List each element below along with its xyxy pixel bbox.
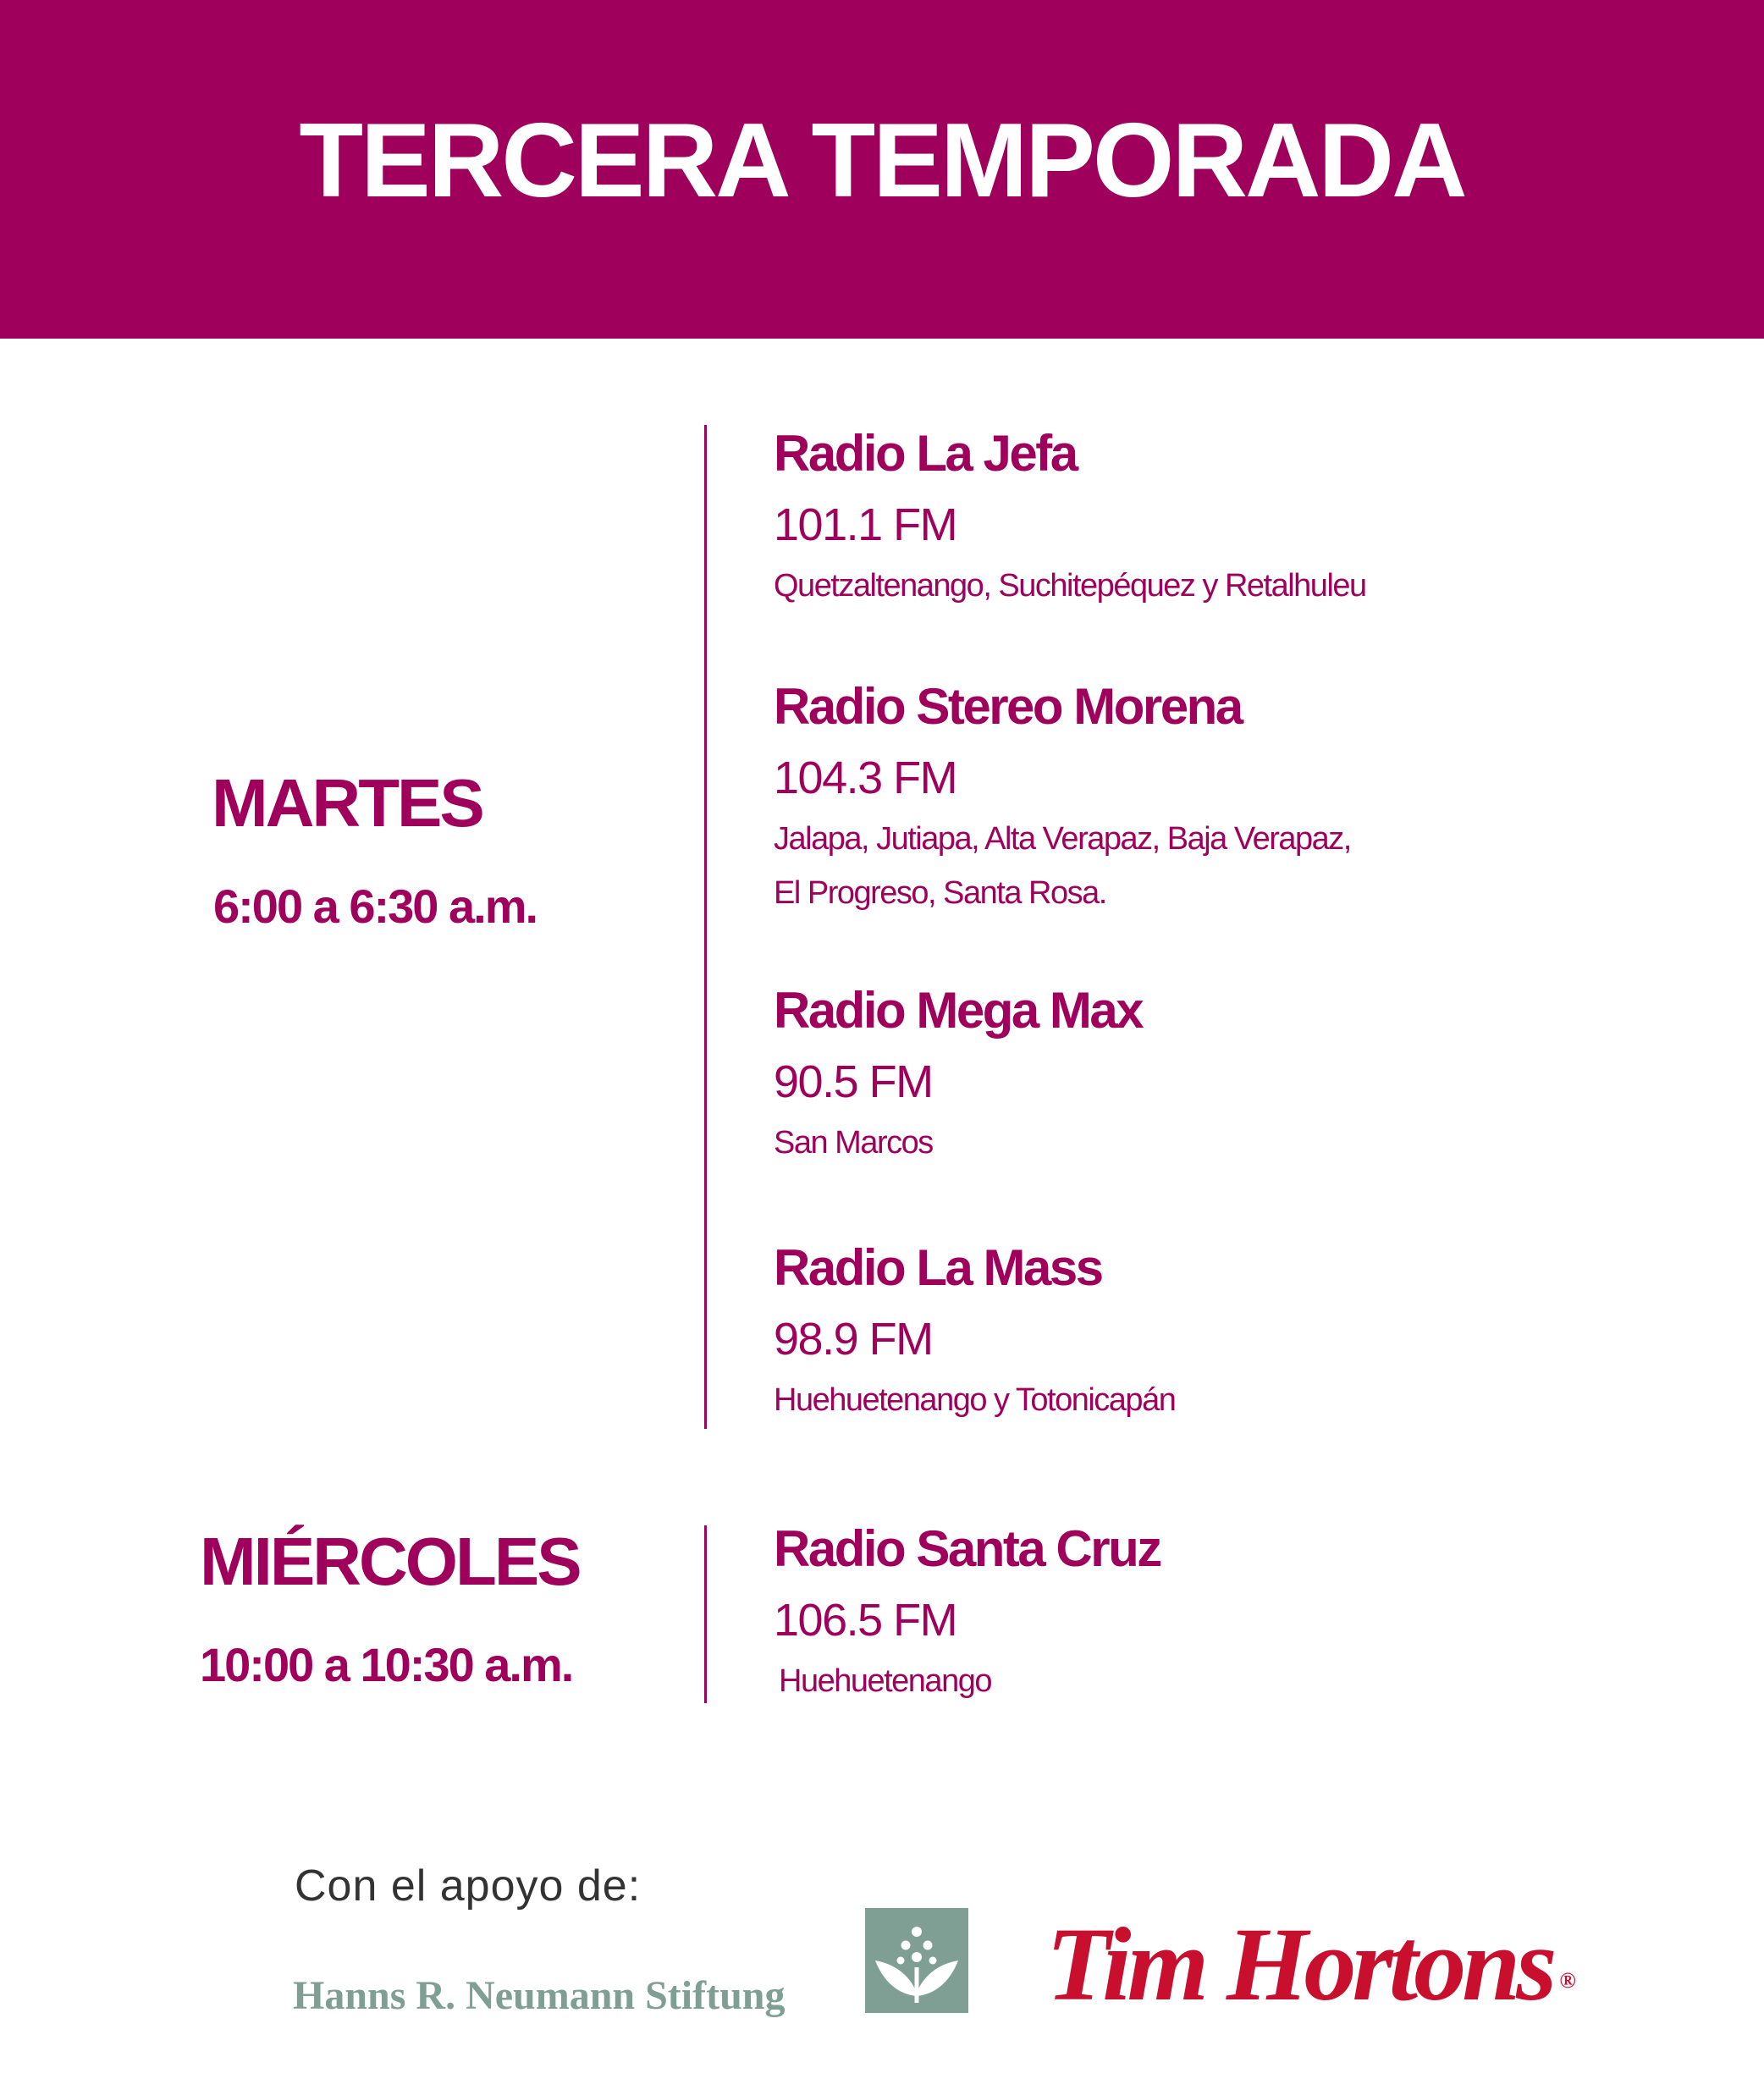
station-frequency: 106.5 FM: [774, 1595, 957, 1646]
divider-martes: [704, 425, 707, 1429]
station-region: El Progreso, Santa Rosa.: [774, 875, 1106, 911]
station-frequency: 101.1 FM: [774, 499, 957, 550]
station-region: Jalapa, Jutiapa, Alta Verapaz, Baja Verapaz,: [774, 821, 1351, 857]
neumann-logo-text: Hanns R. Neumann Stiftung: [293, 1973, 786, 2018]
registered-mark: ®: [1559, 1968, 1572, 1993]
page-title: TERCERA TEMPORADA: [299, 102, 1465, 219]
station-name: Radio La Jefa: [774, 425, 1077, 482]
station-region: Huehuetenango: [779, 1663, 991, 1699]
station-radio-santa-cruz: [774, 1520, 1160, 1708]
station-radio-la-jefa: [774, 425, 1366, 613]
station-frequency: 104.3 FM: [774, 753, 957, 803]
station-name: Radio Stereo Morena: [774, 678, 1242, 735]
header-banner: [0, 0, 1764, 339]
day-name-martes: MARTES: [212, 765, 482, 841]
divider-miercoles: [704, 1525, 707, 1703]
tim-hortons-wordmark: Tim Hortons: [1046, 1906, 1553, 2022]
station-radio-la-mass: [774, 1239, 1175, 1427]
support-label: Con el apoyo de:: [295, 1861, 642, 1911]
station-name: Radio Santa Cruz: [774, 1520, 1160, 1577]
station-radio-stereo-morena: [774, 678, 1351, 920]
neumann-plant-icon: [865, 1908, 968, 2013]
station-name: Radio Mega Max: [774, 982, 1143, 1039]
station-name: Radio La Mass: [774, 1239, 1102, 1296]
station-radio-mega-max: [774, 982, 1142, 1170]
station-frequency: 98.9 FM: [774, 1314, 933, 1365]
station-region: Quetzaltenango, Suchitepéquez y Retalhuleu: [774, 568, 1366, 604]
day-time-miercoles: 10:00 a 10:30 a.m.: [200, 1638, 573, 1691]
station-region: San Marcos: [774, 1125, 933, 1161]
station-region: Huehuetenango y Totonicapán: [774, 1382, 1176, 1418]
day-name-miercoles: MIÉRCOLES: [200, 1524, 580, 1599]
tim-hortons-logo: [1046, 1901, 1572, 2044]
station-frequency: 90.5 FM: [774, 1056, 933, 1107]
day-time-martes: 6:00 a 6:30 a.m.: [213, 880, 537, 933]
